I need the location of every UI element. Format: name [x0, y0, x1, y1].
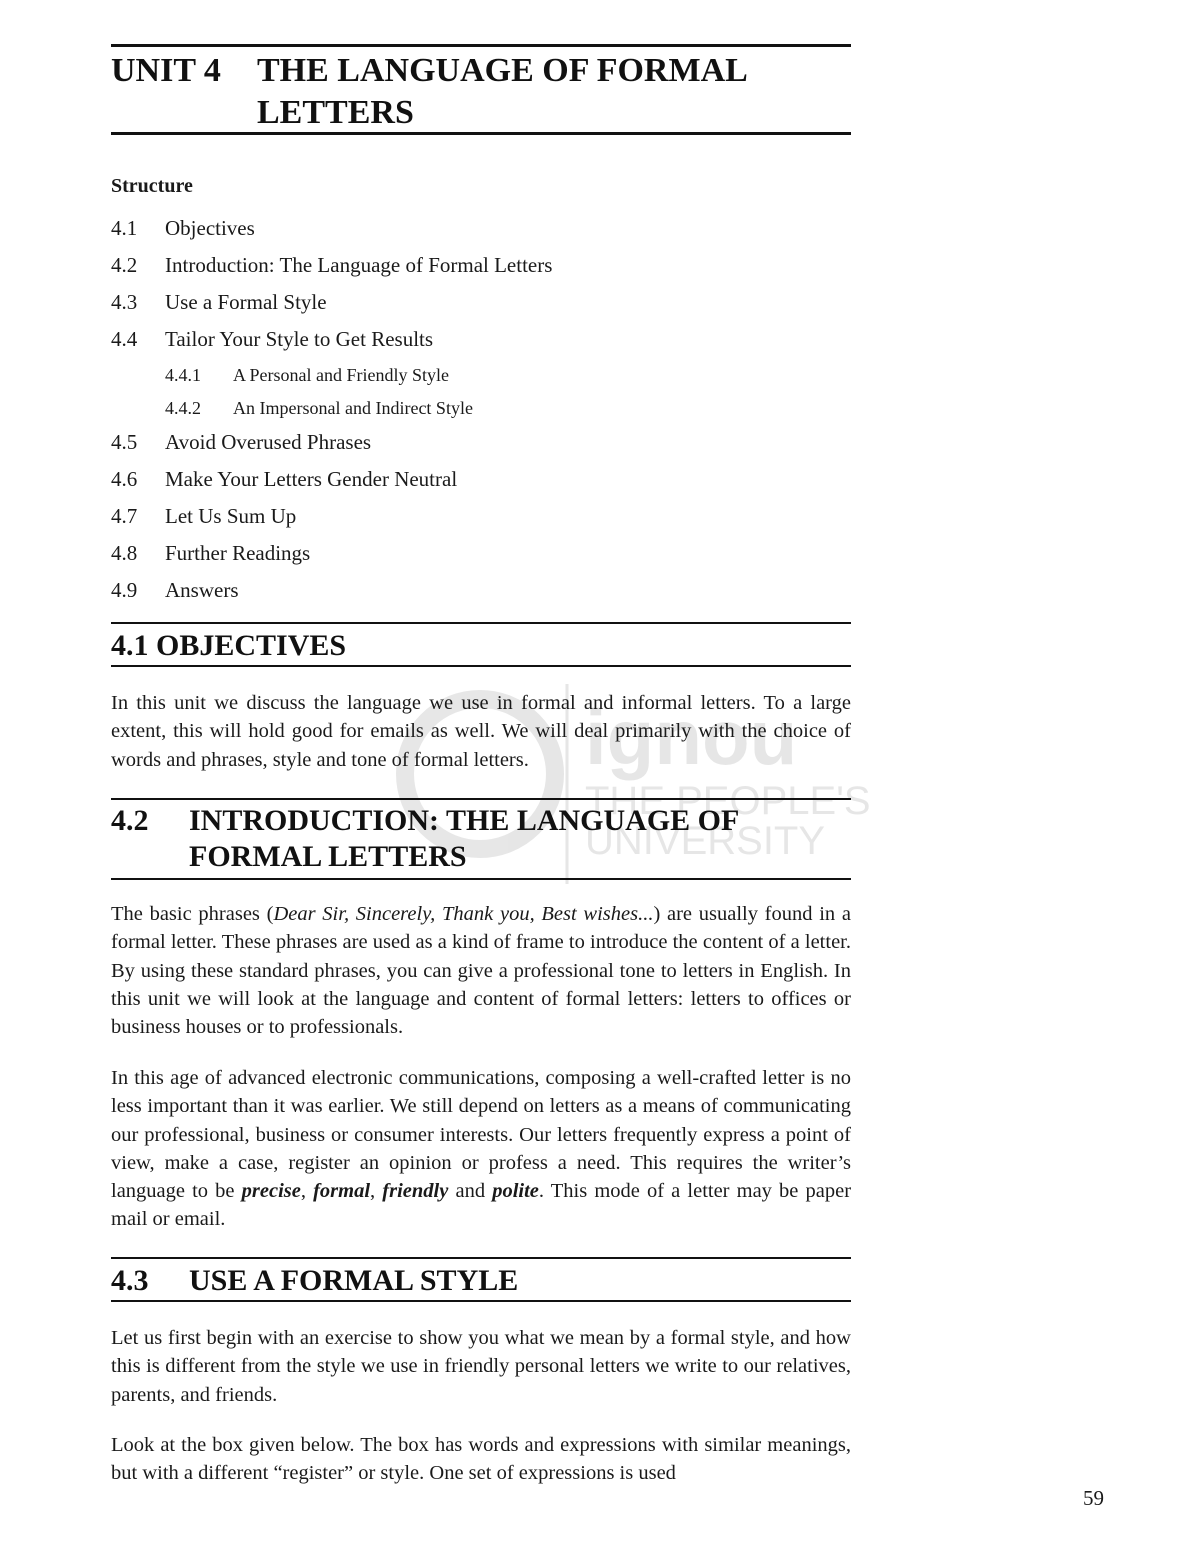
section-heading-objectives: 4.1 OBJECTIVES: [111, 629, 347, 662]
toc-number: 4.4: [111, 327, 138, 351]
page-number: 59: [1083, 1486, 1104, 1510]
unit-bottom-rule: [111, 132, 851, 135]
objectives-paragraph: In this unit we discuss the language we use in formal and informal letters. To a large extent, this will hold good for emails as well. We will deal primarily with the choice of words and phrases, style and tone of formal letters.: [111, 692, 851, 771]
toc-label: A Personal and Friendly Style: [233, 365, 449, 385]
toc-item: [111, 537, 851, 574]
toc-item: [111, 212, 851, 249]
toc-label: Avoid Overused Phrases: [165, 430, 372, 454]
toc-item: [111, 249, 851, 286]
toc-item: [111, 323, 851, 360]
toc-item: [111, 463, 851, 500]
toc-number: 4.1: [111, 216, 138, 240]
para-text: and: [455, 1180, 486, 1203]
section-title: [189, 803, 851, 875]
toc-item: [111, 286, 851, 323]
example-phrases: Dear Sir, Sincerely, Thank you, Best wishes...: [273, 903, 654, 925]
unit-title-line-1: THE LANGUAGE OF FORMAL: [257, 52, 748, 89]
watermark-line-2: THE PEOPLE'S: [585, 779, 871, 823]
section-top-rule: [111, 622, 851, 624]
section-number: 4.2: [111, 804, 149, 837]
toc-number: 4.4.2: [165, 398, 201, 418]
section-title-line-1: INTRODUCTION: THE LANGUAGE OF: [189, 804, 740, 837]
toc-label: Further Readings: [165, 541, 311, 565]
section-title-line-2: FORMAL LETTERS: [189, 840, 467, 873]
toc-label: Let Us Sum Up: [165, 504, 297, 528]
toc-item: [111, 574, 851, 611]
toc-label: An Impersonal and Indirect Style: [233, 398, 473, 418]
section-bottom-rule: [111, 665, 851, 667]
para-text: . This mode of a letter may be paper mail or email.: [111, 1180, 852, 1231]
toc-label: Answers: [165, 578, 239, 602]
section-bottom-rule: [111, 878, 851, 880]
section-bottom-rule: [111, 1300, 851, 1302]
para-text: The basic phrases (: [111, 903, 274, 925]
toc-number: 4.5: [111, 430, 138, 454]
unit-title: [257, 50, 851, 134]
toc-number: 4.7: [111, 504, 138, 528]
toc-label: Introduction: The Language of Formal Letters: [165, 253, 553, 277]
unit-title-line-2: LETTERS: [257, 94, 414, 131]
toc-number: 4.3: [111, 290, 138, 314]
emphasis-polite: polite: [492, 1180, 539, 1203]
para-text: In this age of advanced electronic communications, composing a well-crafted letter is no less important than it was earlier. We still depend on letters as a means of communicating our professional, business or consumer interests. Our letters frequently express a point of view, make a case, register an opinion or profess a need. This requires the writer’s language to be: [111, 1067, 851, 1203]
toc-number: 4.6: [111, 467, 138, 491]
unit-number: UNIT 4: [111, 52, 221, 89]
toc-number: 4.4.1: [165, 365, 201, 385]
toc-label: Objectives: [165, 216, 255, 240]
emphasis-precise: precise: [241, 1180, 301, 1203]
introduction-paragraph-1: [111, 900, 851, 1041]
formal-style-paragraph-1: Let us first begin with an exercise to show you what we mean by a formal style, and how this is different from the style we use in friendly personal letters we write to our relatives, parents, and friends.: [111, 1327, 851, 1406]
section-top-rule: [111, 798, 851, 800]
watermark-line-1: ignou: [585, 693, 798, 781]
formal-style-paragraph-2: Look at the box given below. The box has words and expressions with similar meanings, but with a different “register” or style. One set of expressions is used: [111, 1434, 851, 1485]
emphasis-friendly: friendly: [382, 1180, 449, 1203]
toc-label: Use a Formal Style: [165, 290, 327, 314]
introduction-paragraph-2: In this age of advanced electronic communications, composing a well-crafted letter is no less important than it was earlier. We still depend on letters as a means of communicating our professional, business or consumer interests. Our letters frequently express a point of view, make a case, register an opinion or profess a need. This requires the writer’s language to be precise, formal, friendly and polite. This mode of a letter may be paper mail or email.: [111, 1067, 852, 1231]
toc-number: 4.2: [111, 253, 138, 277]
emphasis-formal: formal: [313, 1180, 371, 1203]
toc-label: Tailor Your Style to Get Results: [165, 327, 434, 351]
section-number: 4.3: [111, 1264, 149, 1297]
toc-number: 4.9: [111, 578, 138, 602]
watermark-line-3: UNIVERSITY: [585, 819, 826, 863]
structure-label: Structure: [111, 175, 193, 197]
toc-subitem: [111, 393, 851, 426]
toc-number: 4.8: [111, 541, 138, 565]
para-text: ) are usually found in a formal letter. These phrases are used as a kind of frame to introduce the content of a letter. By using these standard phrases, you can give a professional tone to letters in English. In this unit we will look at the language and content of formal letters: letters to offices or business houses or to professionals.: [111, 903, 851, 1039]
toc-label: Make Your Letters Gender Neutral: [165, 467, 458, 491]
section-title: USE A FORMAL STYLE: [189, 1264, 519, 1297]
section-top-rule: [111, 1257, 851, 1259]
table-of-contents: [111, 212, 851, 611]
toc-subitem: [111, 360, 851, 393]
toc-item: [111, 426, 851, 463]
toc-item: [111, 500, 851, 537]
unit-top-rule: [111, 44, 851, 47]
